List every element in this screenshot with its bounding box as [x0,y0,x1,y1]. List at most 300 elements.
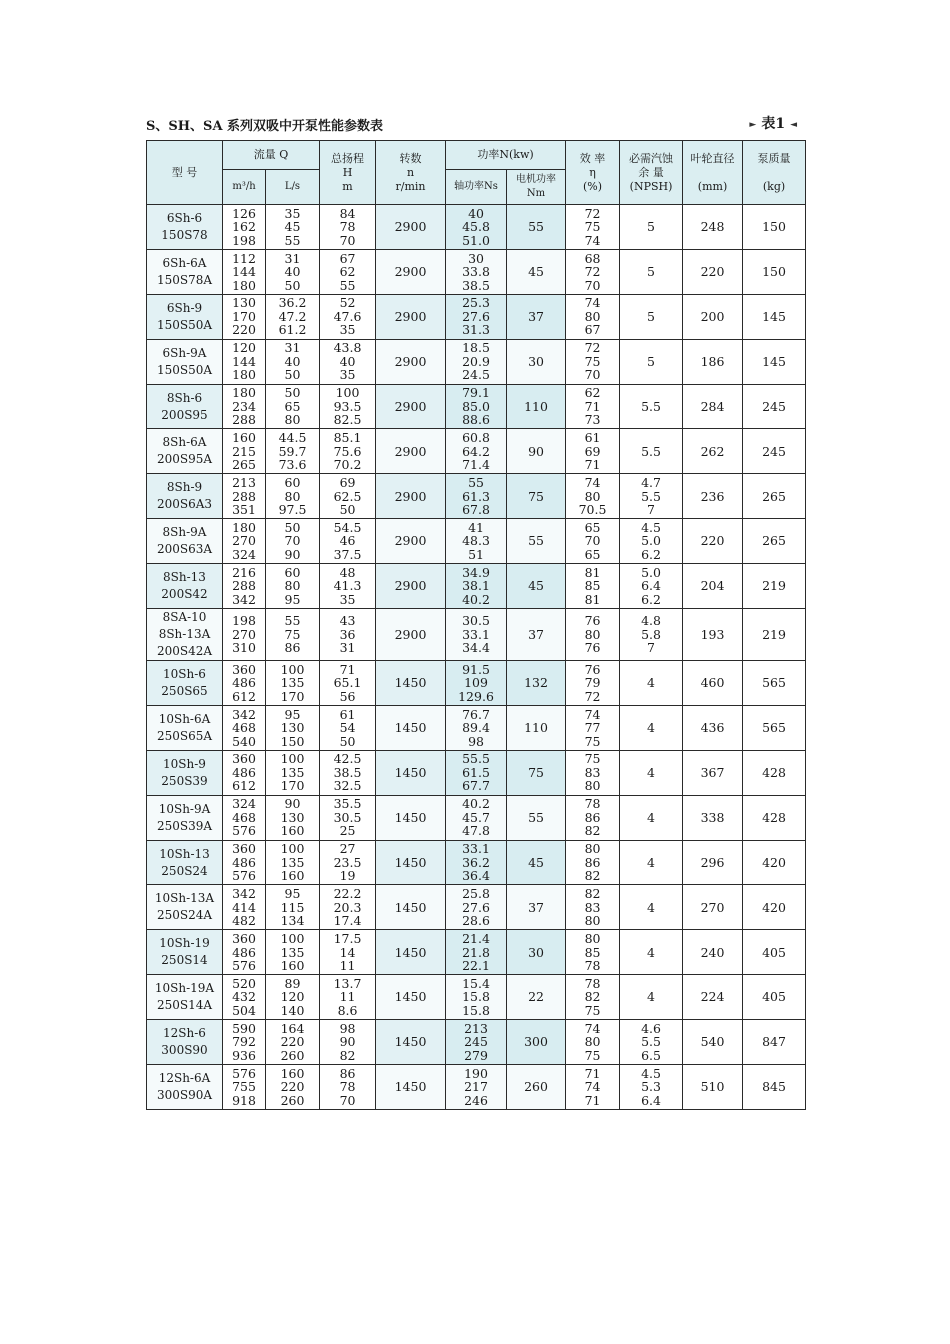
cell-value: 82 [339,1047,356,1063]
cell-eff [566,609,620,661]
cell-motor: 110 [507,705,566,750]
cell-value: 70 [339,232,356,248]
cell-weight: 265 [743,519,806,564]
cell-value: 504 [232,1002,256,1018]
cell-eff [566,930,620,975]
cell-motor: 55 [507,795,566,840]
cell-ls [266,1065,320,1110]
cell-value: 55 [339,277,356,293]
cell-value: 215 [232,443,256,459]
cell-value: 85.1 [333,430,362,446]
cell-value: 135 [280,764,305,780]
cell-value: 12Sh-6 [163,1026,206,1041]
header-flow-ls: L/s [266,170,320,205]
cell-value: 60 [284,475,301,491]
cell-value: 45 [284,219,301,235]
cell-value: 5 [647,353,655,369]
cell-value: 51.0 [462,232,490,248]
cell-value: 918 [232,1092,256,1108]
cell-ls [266,930,320,975]
cell-value: 50 [284,277,301,293]
table-row [147,609,806,661]
table-row [147,795,806,840]
cell-value: 310 [232,640,256,656]
cell-speed: 2900 [376,339,446,384]
cell-value: 43 [339,613,356,629]
cell-shaft [446,1065,507,1110]
cell-value: 4 [647,764,655,780]
cell-value: 40 [284,264,301,280]
cell-impeller: 220 [683,519,743,564]
cell-value: 70 [584,277,601,293]
cell-eff [566,705,620,750]
cell-value: 43.8 [333,340,362,356]
cell-value: 35 [284,205,301,221]
cell-value: 250S39A [156,818,213,833]
cell-value: 8Sh-9 [166,480,203,495]
cell-value: 10Sh-6 [163,666,206,681]
cell-value: 70 [339,1092,356,1108]
cell-value: 27.6 [462,899,490,915]
cell-value: 270 [232,626,256,642]
cell-value: 89 [284,975,301,991]
cell-value: 78 [339,219,356,235]
cell-impeller: 262 [683,429,743,474]
cell-weight: 145 [743,294,806,339]
cell-value: 8.6 [337,1002,358,1018]
cell-eff [566,519,620,564]
cell-value: 792 [232,1034,256,1050]
cell-model [147,339,223,384]
cell-model [147,885,223,930]
cell-value: 72 [584,264,601,280]
cell-value: 7 [647,640,655,656]
cell-value: 78 [584,958,601,974]
cell-m3h [223,1065,266,1110]
cell-model [147,975,223,1020]
cell-motor: 300 [507,1020,566,1065]
cell-value: 288 [232,488,256,504]
cell-value: 86 [584,809,601,825]
cell-value: 6Sh-6 [166,210,203,225]
cell-value: 486 [232,854,256,870]
cell-shaft [446,750,507,795]
cell-m3h [223,609,266,661]
cell-value: 75 [584,1047,601,1063]
cell-shaft [446,930,507,975]
cell-impeller: 240 [683,930,743,975]
cell-value: 60 [284,564,301,580]
cell-motor: 30 [507,339,566,384]
cell-motor: 22 [507,975,566,1020]
cell-value: 50 [284,367,301,383]
cell-value: 10Sh-13 [159,846,210,861]
cell-value: 200S42A [156,644,213,659]
cell-value: 35 [339,322,356,338]
cell-head [320,339,376,384]
cell-shaft [446,795,507,840]
cell-weight: 420 [743,840,806,885]
cell-value: 150S50A [156,317,213,332]
cell-value: 75.6 [333,443,362,459]
cell-value: 23.5 [333,854,362,870]
cell-impeller: 204 [683,564,743,609]
cell-value: 135 [280,854,305,870]
cell-impeller: 367 [683,750,743,795]
cell-value: 88.6 [462,412,490,428]
cell-value: 213 [232,475,256,491]
cell-value: 144 [232,353,256,369]
cell-value: 98 [468,733,484,749]
cell-value: 15.4 [462,975,490,991]
cell-value: 220 [232,322,256,338]
cell-value: 324 [232,546,256,562]
cell-value: 180 [232,385,256,401]
cell-weight: 405 [743,930,806,975]
cell-model [147,609,223,661]
cell-npsh [620,661,683,706]
cell-value: 8Sh-6A [162,435,207,450]
cell-m3h [223,840,266,885]
cell-value: 44.5 [278,430,307,446]
table-row [147,661,806,706]
cell-motor: 55 [507,205,566,250]
table-caption [146,113,806,135]
cell-value: 8Sh-9A [162,525,207,540]
cell-value: 270 [232,533,256,549]
header-head: 总扬程 H m [320,141,376,205]
cell-value: 59.7 [278,443,307,459]
cell-value: 76 [584,661,601,677]
cell-value: 33.1 [462,841,490,857]
cell-value: 61 [584,430,601,446]
cell-value: 6.5 [641,1047,661,1063]
table-row [147,840,806,885]
cell-value: 45.7 [462,809,490,825]
cell-value: 6.4 [641,1092,661,1108]
cell-value: 198 [232,232,256,248]
cell-model [147,294,223,339]
cell-motor: 30 [507,930,566,975]
cell-value: 4 [647,899,655,915]
cell-ls [266,249,320,294]
cell-value: 17.5 [333,931,362,947]
cell-ls [266,384,320,429]
cell-value: 200S63A [156,542,213,557]
cell-value: 40 [284,353,301,369]
cell-value: 260 [280,1092,305,1108]
cell-value: 54.5 [333,519,362,535]
cell-value: 4.6 [641,1020,661,1036]
cell-model [147,750,223,795]
cell-value: 100 [280,841,305,857]
cell-value: 86 [339,1065,356,1081]
cell-value: 75 [584,733,601,749]
cell-value: 35 [339,591,356,607]
cell-motor: 75 [507,750,566,795]
cell-ls [266,1020,320,1065]
cell-value: 468 [232,809,256,825]
cell-value: 97.5 [278,502,307,518]
cell-value: 50 [339,502,356,518]
cell-ls [266,294,320,339]
cell-value: 755 [232,1079,256,1095]
cell-eff [566,205,620,250]
cell-impeller: 284 [683,384,743,429]
table-row [147,249,806,294]
cell-value: 75 [584,751,601,767]
cell-value: 75 [584,219,601,235]
header-power: 功率N(kw) [446,141,566,170]
cell-weight: 845 [743,1065,806,1110]
cell-ls [266,609,320,661]
cell-weight: 265 [743,474,806,519]
cell-value: 21.4 [462,931,490,947]
cell-head [320,1020,376,1065]
cell-value: 351 [232,502,256,518]
cell-value: 81 [584,591,601,607]
cell-value: 90 [284,546,301,562]
cell-value: 61.2 [278,322,307,338]
cell-value: 130 [232,295,256,311]
table-row [147,519,806,564]
table-number [744,113,802,133]
cell-eff [566,564,620,609]
cell-value: 150S78 [161,227,208,242]
cell-motor: 132 [507,661,566,706]
cell-value: 61.5 [462,764,490,780]
cell-ls [266,661,320,706]
cell-value: 74 [584,706,601,722]
cell-value: 120 [280,989,305,1005]
cell-value: 82 [584,989,601,1005]
cell-value: 69 [584,443,601,459]
cell-motor: 37 [507,609,566,661]
cell-value: 78 [584,975,601,991]
cell-speed: 2900 [376,294,446,339]
table-row [147,384,806,429]
cell-value: 30.5 [462,613,490,629]
header-weight: 泵质量 (kg) [743,141,806,205]
cell-ls [266,705,320,750]
cell-impeller: 186 [683,339,743,384]
cell-eff [566,840,620,885]
cell-weight: 245 [743,429,806,474]
cell-npsh [620,339,683,384]
cell-value: 250S14 [161,953,208,968]
cell-value: 250S39 [161,773,208,788]
cell-motor: 260 [507,1065,566,1110]
cell-value: 17.4 [333,913,362,929]
cell-m3h [223,1020,266,1065]
cell-shaft [446,339,507,384]
cell-value: 25 [339,823,356,839]
cell-ls [266,795,320,840]
cell-eff [566,1020,620,1065]
cell-value: 5.3 [641,1079,661,1095]
cell-value: 80 [584,1034,601,1050]
cell-value: 80 [284,412,301,428]
header-speed: 转数 n r/min [376,141,446,205]
cell-value: 11 [339,989,356,1005]
cell-value: 5.5 [641,488,661,504]
cell-value: 65 [284,398,301,414]
cell-value: 360 [232,931,256,947]
cell-value: 83 [584,764,601,780]
cell-eff [566,384,620,429]
cell-motor: 90 [507,429,566,474]
cell-shaft [446,975,507,1020]
cell-ls [266,429,320,474]
cell-ls [266,519,320,564]
cell-value: 25.3 [462,295,490,311]
cell-eff [566,1065,620,1110]
cell-motor: 110 [507,384,566,429]
cell-value: 150S50A [156,362,213,377]
cell-value: 74 [584,1020,601,1036]
cell-value: 486 [232,764,256,780]
cell-npsh [620,930,683,975]
cell-value: 160 [280,868,305,884]
cell-value: 31 [339,640,356,656]
cell-value: 112 [232,250,256,266]
cell-m3h [223,885,266,930]
cell-value: 234 [232,398,256,414]
cell-speed: 1450 [376,1065,446,1110]
cell-value: 50 [284,519,301,535]
cell-value: 31 [284,340,301,356]
table-row [147,705,806,750]
cell-value: 80 [584,488,601,504]
cell-impeller: 460 [683,661,743,706]
cell-value: 4 [647,720,655,736]
cell-m3h [223,474,266,519]
cell-value: 30 [468,250,484,266]
cell-impeller: 270 [683,885,743,930]
cell-speed: 2900 [376,249,446,294]
cell-npsh [620,1065,683,1110]
cell-value: 62 [339,264,356,280]
cell-value: 54 [339,720,356,736]
cell-value: 35.5 [333,796,362,812]
cell-value: 56 [339,688,356,704]
table-row [147,474,806,519]
cell-value: 71 [584,1092,601,1108]
cell-speed: 1450 [376,885,446,930]
cell-value: 72 [584,340,601,356]
cell-value: 82 [584,886,601,902]
cell-npsh [620,249,683,294]
cell-value: 120 [232,340,256,356]
cell-value: 33.8 [462,264,490,280]
cell-value: 61.3 [462,488,490,504]
cell-value: 342 [232,886,256,902]
cell-motor: 45 [507,564,566,609]
cell-value: 30.5 [333,809,362,825]
cell-value: 576 [232,823,256,839]
cell-weight: 150 [743,205,806,250]
cell-value: 8Sh-6 [166,390,203,405]
cell-value: 342 [232,591,256,607]
cell-value: 130 [280,720,305,736]
cell-value: 4.5 [641,1065,661,1081]
cell-value: 47.2 [278,308,307,324]
cell-value: 40 [339,353,356,369]
cell-value: 360 [232,661,256,677]
cell-eff [566,474,620,519]
cell-shaft [446,205,507,250]
cell-value: 144 [232,264,256,280]
cell-npsh [620,474,683,519]
cell-value: 170 [280,688,305,704]
cell-value: 5.5 [641,1034,661,1050]
cell-shaft [446,1020,507,1065]
cell-value: 72 [584,688,601,704]
cell-value: 129.6 [458,688,494,704]
cell-value: 55 [284,613,301,629]
cell-value: 7 [647,502,655,518]
cell-value: 64.2 [462,443,490,459]
cell-ls [266,205,320,250]
cell-value: 67.7 [462,778,490,794]
header-npsh: 必需汽蚀 余 量 (NPSH) [620,141,683,205]
cell-value: 82 [584,823,601,839]
cell-value: 520 [232,975,256,991]
cell-value: 84 [339,205,356,221]
cell-shaft [446,705,507,750]
cell-value: 4 [647,809,655,825]
cell-value: 19 [339,868,356,884]
cell-shaft [446,384,507,429]
cell-value: 67 [584,322,601,338]
table-row [147,885,806,930]
cell-value: 81 [584,564,601,580]
cell-ls [266,750,320,795]
cell-value: 22.2 [333,886,362,902]
cell-value: 77 [584,720,601,736]
cell-value: 98 [339,1020,356,1036]
performance-table [146,140,806,1110]
cell-value: 27 [339,841,356,857]
table-row [147,294,806,339]
cell-m3h [223,249,266,294]
cell-value: 21.8 [462,944,490,960]
cell-value: 279 [464,1047,488,1063]
cell-impeller: 510 [683,1065,743,1110]
cell-value: 100 [335,385,360,401]
cell-npsh [620,1020,683,1065]
cell-eff [566,249,620,294]
cell-shaft [446,885,507,930]
cell-motor: 37 [507,294,566,339]
cell-value: 10Sh-9 [163,756,206,771]
cell-value: 90 [339,1034,356,1050]
cell-speed: 2900 [376,205,446,250]
table-row [147,429,806,474]
cell-value: 76 [584,613,601,629]
cell-eff [566,294,620,339]
cell-value: 135 [280,675,305,691]
cell-value: 40.2 [462,591,490,607]
cell-value: 164 [280,1020,305,1036]
cell-ls [266,885,320,930]
cell-value: 36.4 [462,868,490,884]
cell-value: 414 [232,899,256,915]
cell-value: 34.9 [462,564,490,580]
cell-npsh [620,840,683,885]
cell-speed: 2900 [376,474,446,519]
cell-model [147,564,223,609]
